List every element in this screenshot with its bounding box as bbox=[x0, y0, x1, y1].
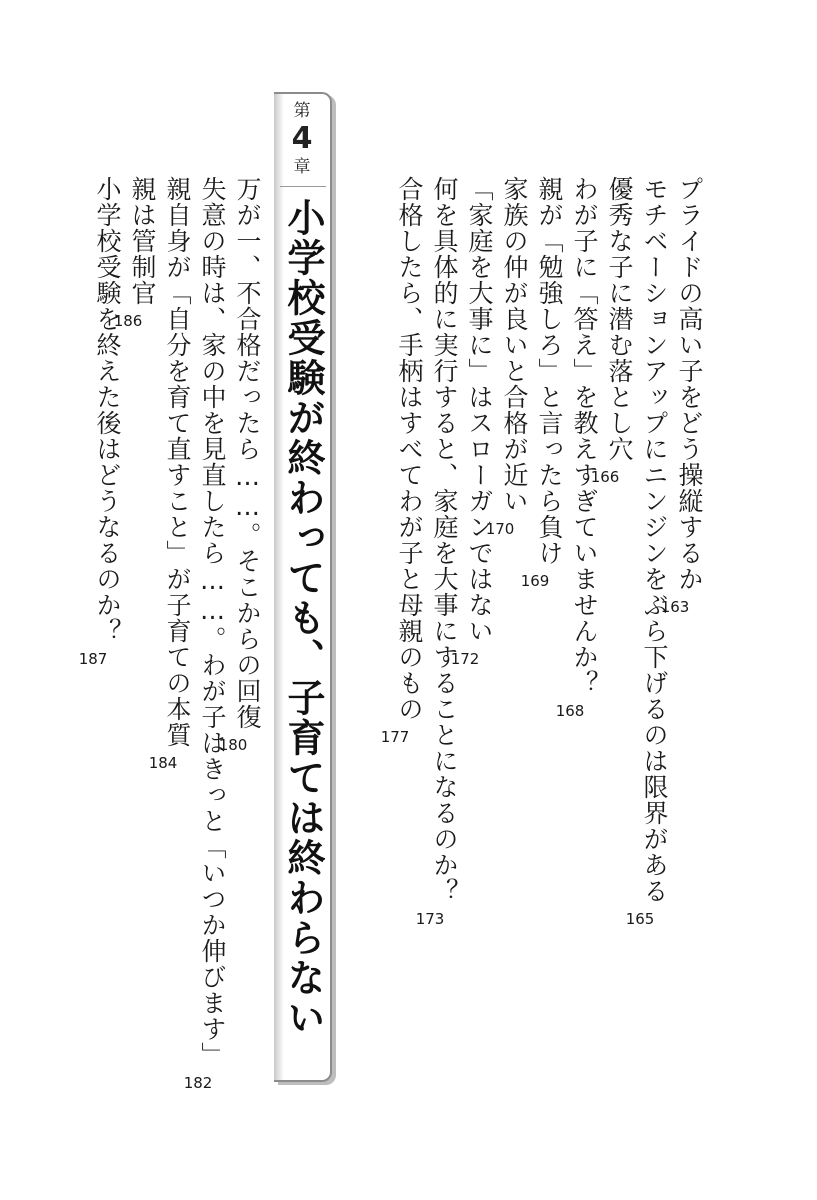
toc-entry-title: 失意の時は、家の中を見直したら……。わが子はきっと「いつか伸びます」 bbox=[198, 176, 227, 1068]
chapter-label-dai: 第 bbox=[293, 101, 311, 121]
toc-entry[interactable] bbox=[78, 176, 124, 668]
toc-entry-title: 親が「勉強しろ」と言ったら負け bbox=[535, 176, 564, 566]
chapter-number-mark bbox=[282, 100, 322, 178]
chapter-label-sho: 章 bbox=[293, 157, 311, 177]
toc-entry[interactable] bbox=[590, 176, 636, 486]
toc-page-number: 180 bbox=[218, 736, 248, 754]
toc-entry-title: 親自身が「自分を育て直すこと」が子育ての本質 bbox=[163, 176, 192, 748]
toc-page-number: 184 bbox=[148, 754, 178, 772]
toc-page-number: 172 bbox=[450, 650, 480, 668]
toc-entry-title: 小学校受験を終えた後はどうなるのか？ bbox=[93, 176, 122, 644]
chapter-title[interactable]: 小学校受験が終わっても、子育ては終わらない bbox=[281, 198, 325, 1038]
toc-page-number: 170 bbox=[485, 520, 515, 538]
toc-entry[interactable] bbox=[485, 176, 531, 538]
toc-entry-title: 家族の仲が良いと合格が近い bbox=[500, 176, 529, 514]
toc-entry-title: 「家庭を大事に」はスローガンではない bbox=[465, 176, 494, 644]
toc-entry-title: モチベーションアップにニンジンをぶら下げるのは限界がある bbox=[640, 176, 669, 904]
toc-entry-title: 優秀な子に潜む落とし穴 bbox=[605, 176, 634, 462]
toc-page-number: 166 bbox=[590, 468, 620, 486]
toc-entry[interactable] bbox=[113, 176, 159, 330]
toc-page-number: 165 bbox=[625, 910, 655, 928]
toc-entry-title: 親は管制官 bbox=[128, 176, 157, 306]
toc-entry-title: 何を具体的に実行すると、家庭を大事にすることになるのか？ bbox=[430, 176, 459, 904]
toc-entry-title: 合格したら、手柄はすべてわが子と母親のもの bbox=[395, 176, 424, 722]
toc-page-number: 182 bbox=[183, 1074, 213, 1092]
toc-page-number: 173 bbox=[415, 910, 445, 928]
toc-entry[interactable] bbox=[415, 176, 461, 928]
chapter-heading-band bbox=[274, 92, 332, 1082]
toc-entry[interactable] bbox=[380, 176, 426, 746]
toc-page-number: 187 bbox=[78, 650, 108, 668]
toc-entry-title: 万が一、不合格だったら……。そこからの回復 bbox=[233, 176, 262, 730]
toc-page-number: 177 bbox=[380, 728, 410, 746]
toc-page-number: 163 bbox=[660, 598, 690, 616]
toc-entry-title: プライドの高い子をどう操縦するか bbox=[675, 176, 704, 592]
toc-page-number: 168 bbox=[555, 702, 585, 720]
toc-entry-title: わが子に「答え」を教えすぎていませんか？ bbox=[570, 176, 599, 696]
toc-entry[interactable] bbox=[218, 176, 264, 754]
chapter-divider bbox=[280, 186, 326, 187]
toc-entry[interactable] bbox=[183, 176, 229, 1092]
toc-entry[interactable] bbox=[520, 176, 566, 590]
toc-entry[interactable] bbox=[450, 176, 496, 668]
toc-page-number: 169 bbox=[520, 572, 550, 590]
chapter-number: 4 bbox=[291, 121, 313, 156]
toc-entry[interactable] bbox=[625, 176, 671, 928]
toc-entry[interactable] bbox=[660, 176, 706, 616]
toc-entry[interactable] bbox=[148, 176, 194, 772]
toc-entry[interactable] bbox=[555, 176, 601, 720]
toc-page-number: 186 bbox=[113, 312, 143, 330]
